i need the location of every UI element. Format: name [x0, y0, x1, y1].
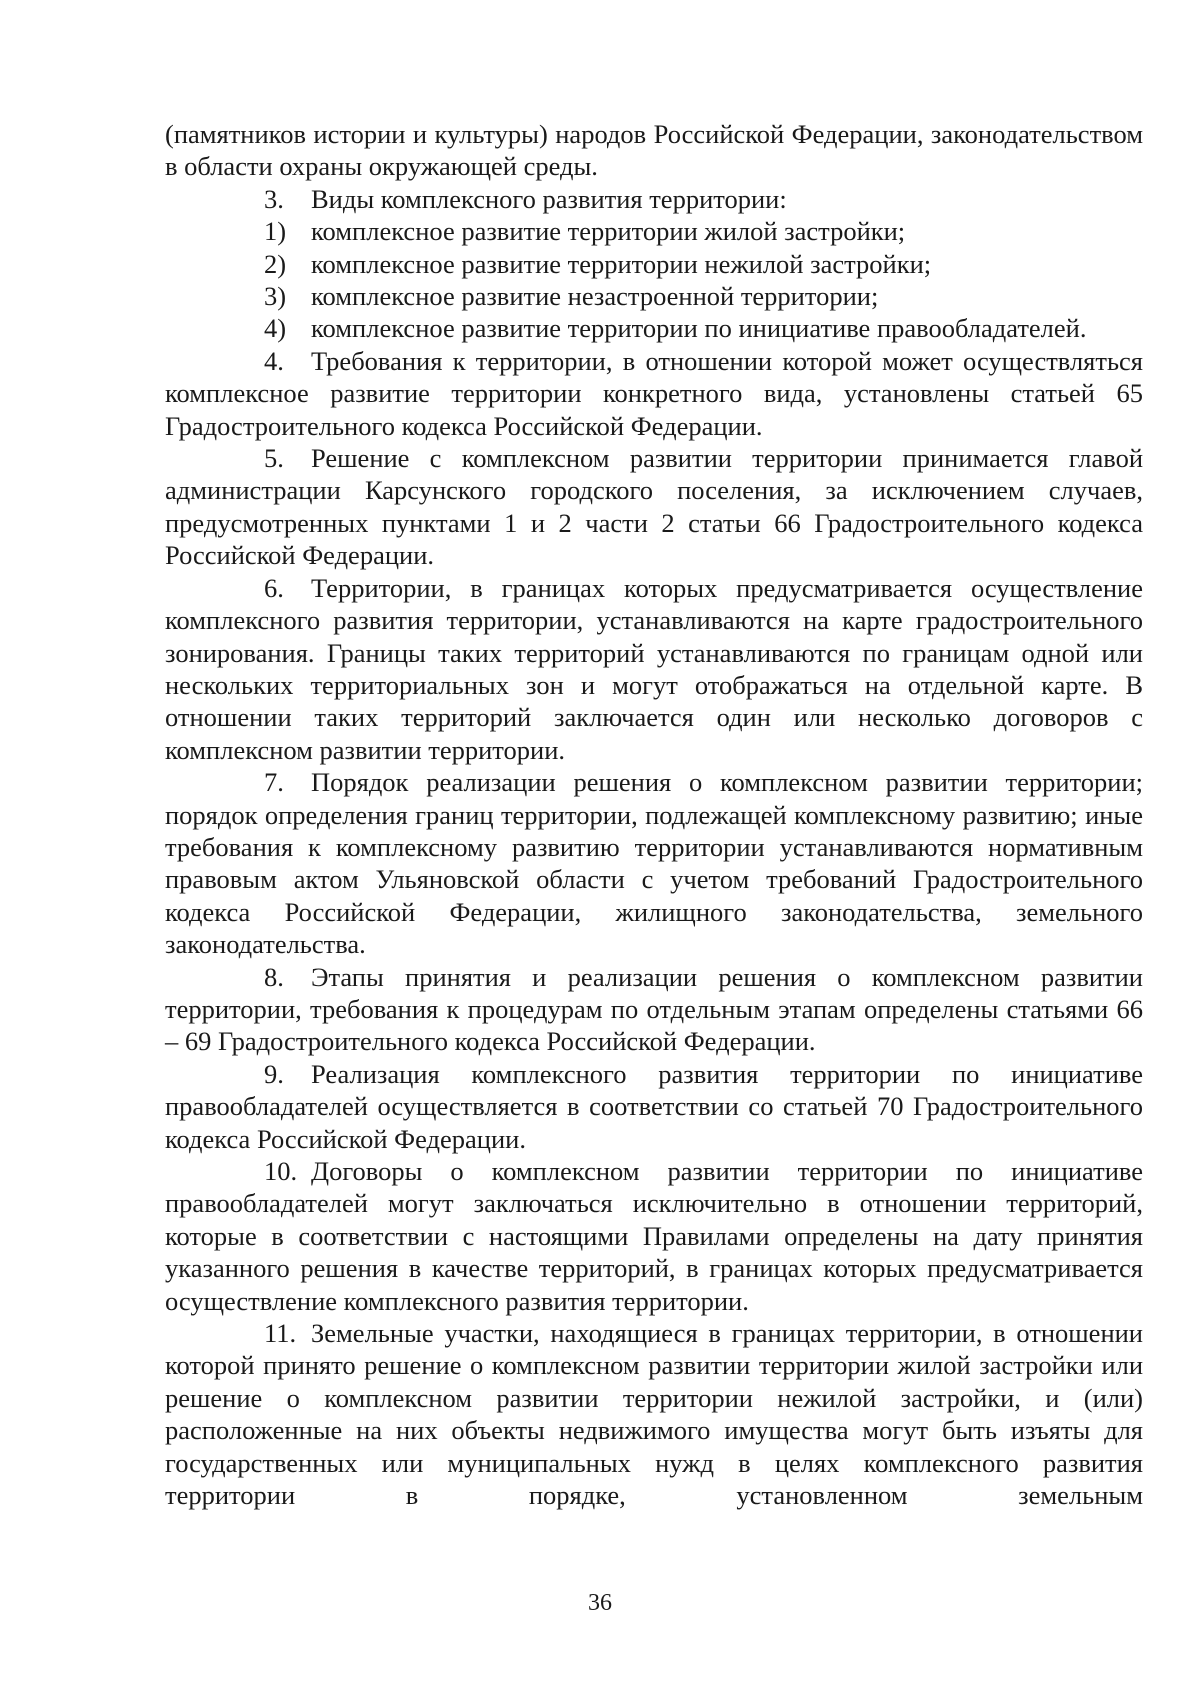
list-marker: 4) [264, 313, 287, 344]
paragraph-number: 3. [264, 183, 284, 214]
paragraph-text: Требования к территории, в отношении которой может осуществляться комплексное развитие территории конкретного вида, установлены статьей 65 Градостроительного кодекса Российской Федерации. [165, 345, 1143, 441]
paragraph-number: 8. [264, 961, 284, 992]
paragraph-number: 5. [264, 443, 284, 474]
paragraph-text: Порядок реализации решения о комплексном развитии территории; порядок определения границ территории, подлежащей комплексному развитию; иные требования к комплексному развитию территории устанавливаются нормативным правовым актом Ульяновской области с учетом требований Градостроительного кодекса Российской Федерации, жилищного законодательства, земельного законодательства. [165, 767, 1143, 960]
paragraph-text: Решение с комплексном развитии территории принимается главой администрации Карсунского городского поселения, за исключением случаев, предусмотренных пунктами 1 и 2 части 2 статьи 66 Градостроительного кодекса Российской Федерации. [165, 443, 1143, 571]
paragraph-text: Реализация комплексного развития территории по инициативе правообладателей осуществляется в соответствии со статьей 70 Градостроительного кодекса Российской Федерации. [165, 1058, 1143, 1154]
paragraph-3 [165, 183, 1143, 215]
paragraph-number: 4. [264, 345, 284, 376]
paragraph-5 [165, 442, 1143, 572]
paragraph-4 [165, 345, 1143, 442]
list-item-text: комплексное развитие территории жилой застройки; [311, 216, 906, 247]
list-item-text: комплексное развитие территории нежилой застройки; [311, 248, 932, 279]
list-item-text: комплексное развитие территории по инициативе правообладателей. [311, 313, 1087, 344]
page-number: 36 [588, 1590, 612, 1616]
paragraph-text: Этапы принятия и реализации решения о комплексном развитии территории, требования к процедурам по отдельным этапам определены статьями 66 – 69 Градостроительного кодекса Российской Федерации. [165, 961, 1143, 1057]
list-marker: 3) [264, 281, 287, 312]
list-item-text: комплексное развитие незастроенной территории; [311, 281, 879, 312]
document-body [165, 118, 1143, 1511]
paragraph-9 [165, 1058, 1143, 1155]
paragraph-7 [165, 766, 1143, 960]
list-item-3 [165, 280, 1143, 312]
paragraph-text: Земельные участки, находящиеся в границах территории, в отношении которой принято решение о комплексном развитии территории жилой застройки или решение о комплексном развитии территории нежилой застройки, и (или) расположенные на них объекты недвижимого имущества могут быть изъяты для государственных или муниципальных нужд в целях комплексного развития территории в порядке, установленном земельным [165, 1318, 1143, 1511]
list-item-1 [165, 215, 1143, 247]
list-item-4 [165, 312, 1143, 344]
paragraph-8 [165, 961, 1143, 1058]
paragraph-text: (памятников истории и культуры) народов Российской Федерации, законодательством в области охраны окружающей среды. [165, 119, 1143, 182]
paragraph-text: Территории, в границах которых предусматривается осуществление комплексного развития территории, устанавливаются на карте градостроительного зонирования. Границы таких территорий устанавливаются по границам одной или нескольких территориальных зон и могут отображаться на отдельной карте. В отношении таких территорий заключается один или несколько договоров с комплексном развитии территории. [165, 572, 1143, 765]
paragraph-text: Договоры о комплексном развитии территории по инициативе правообладателей могут заключаться исключительно в отношении территорий, которые в соответствии с настоящими Правилами определены на дату принятия указанного решения в качестве территорий, в границах которых предусматривается осуществление комплексного развития территории. [165, 1156, 1143, 1316]
paragraph-10 [165, 1155, 1143, 1317]
paragraph-6 [165, 572, 1143, 766]
paragraph-continuation [165, 118, 1143, 183]
paragraph-number: 7. [264, 767, 284, 798]
list-marker: 2) [264, 248, 287, 279]
paragraph-11 [165, 1317, 1143, 1511]
paragraph-number: 6. [264, 572, 284, 603]
paragraph-number: 9. [264, 1058, 284, 1089]
list-marker: 1) [264, 216, 287, 247]
paragraph-number: 11. [264, 1318, 297, 1349]
paragraph-number: 10. [264, 1156, 298, 1186]
paragraph-text: Виды комплексного развития территории: [311, 183, 787, 214]
list-item-2 [165, 248, 1143, 280]
